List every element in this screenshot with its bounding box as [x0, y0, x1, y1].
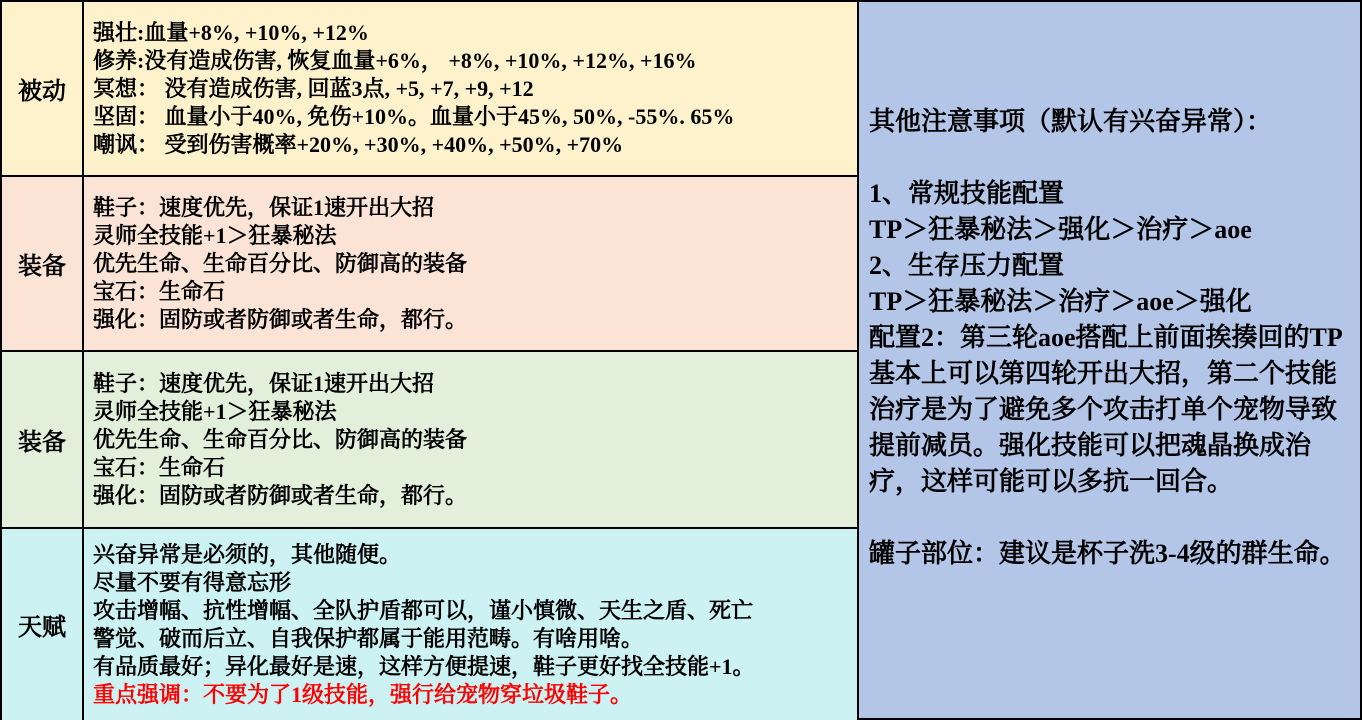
- content-line: 宝石：生命石: [93, 454, 226, 480]
- warning-line: 重点强调：不要为了1级技能，强行给宠物穿垃圾鞋子。: [93, 681, 633, 707]
- row-talent: [1, 528, 858, 720]
- content-line: 警觉、破而后立、自我保护都属于能用范畴。有啥用啥。: [93, 625, 644, 651]
- content-line: 有品质最好；异化最好是速，这样方便提速，鞋子更好找全技能+1。: [93, 653, 755, 679]
- row-content-talent: [83, 528, 858, 720]
- row-label-equipment-1: 装备: [1, 176, 83, 351]
- row-label-equipment-2: 装备: [1, 351, 83, 528]
- content-line: 优先生命、生命百分比、防御高的装备: [93, 426, 468, 452]
- note-paragraph: 1、常规技能配置: [869, 179, 1065, 208]
- notes-title: 其他注意事项（默认有兴奋异常）：: [869, 107, 1273, 136]
- content-line: 冥想： 没有造成伤害, 回蓝3点, +5, +7, +9, +12: [93, 75, 534, 101]
- content-line: 兴奋异常是必须的，其他随便。: [93, 541, 402, 567]
- row-content-equipment-1: [83, 176, 858, 351]
- note-paragraph: TP＞狂暴秘法＞治疗＞aoe＞强化: [869, 287, 1252, 316]
- row-label-talent: 天赋: [1, 528, 83, 720]
- content-line: 强壮:血量+8%, +10%, +12%: [93, 19, 369, 45]
- note-paragraph: TP＞狂暴秘法＞强化＞治疗＞aoe: [869, 215, 1252, 244]
- content-line: 尽量不要有得意忘形: [93, 569, 292, 595]
- content-line: 强化：固防或者防御或者生命，都行。: [93, 482, 468, 508]
- content-line: 攻击增幅、抗性增幅、全队护盾都可以，谨小慎微、天生之盾、死亡: [93, 597, 754, 623]
- row-equipment-2: [1, 351, 858, 528]
- content-line: 坚固： 血量小于40%, 免伤+10%。血量小于45%, 50%, -55%. 65%: [93, 103, 735, 129]
- row-label-passive: 被动: [1, 1, 83, 176]
- content-line: 宝石：生命石: [93, 278, 226, 304]
- row-content-passive: [83, 1, 858, 176]
- content-line: 灵师全技能+1＞狂暴秘法: [93, 222, 337, 248]
- row-equipment-1: [1, 176, 858, 351]
- notes-panel: [857, 0, 1362, 720]
- note-paragraph: 罐子部位：建议是杯子洗3-4级的群生命。: [869, 539, 1346, 568]
- row-passive: [1, 1, 858, 176]
- content-line: 优先生命、生命百分比、防御高的装备: [93, 250, 468, 276]
- content-line: 鞋子：速度优先，保证1速开出大招: [93, 370, 435, 396]
- content-line: 灵师全技能+1＞狂暴秘法: [93, 398, 337, 424]
- content-line: 强化：固防或者防御或者生命，都行。: [93, 306, 468, 332]
- content-line: 修养:没有造成伤害, 恢复血量+6%， +8%, +10%, +12%, +16%: [93, 47, 697, 73]
- content-line: 鞋子：速度优先，保证1速开出大招: [93, 194, 435, 220]
- note-paragraph: 配置2：第三轮aoe搭配上前面挨揍回的TP基本上可以第四轮开出大招，第二个技能治疗是为了避免多个攻击打单个宠物导致提前减员。强化技能可以把魂晶换成治疗，这样可能可以多抗一回合。: [869, 323, 1343, 496]
- blank-line: [869, 140, 1356, 176]
- note-paragraph: 2、生存压力配置: [869, 251, 1065, 280]
- blank-line: [869, 500, 1356, 536]
- row-content-equipment-2: [83, 351, 858, 528]
- content-line: 嘲讽： 受到伤害概率+20%, +30%, +40%, +50%, +70%: [93, 131, 624, 157]
